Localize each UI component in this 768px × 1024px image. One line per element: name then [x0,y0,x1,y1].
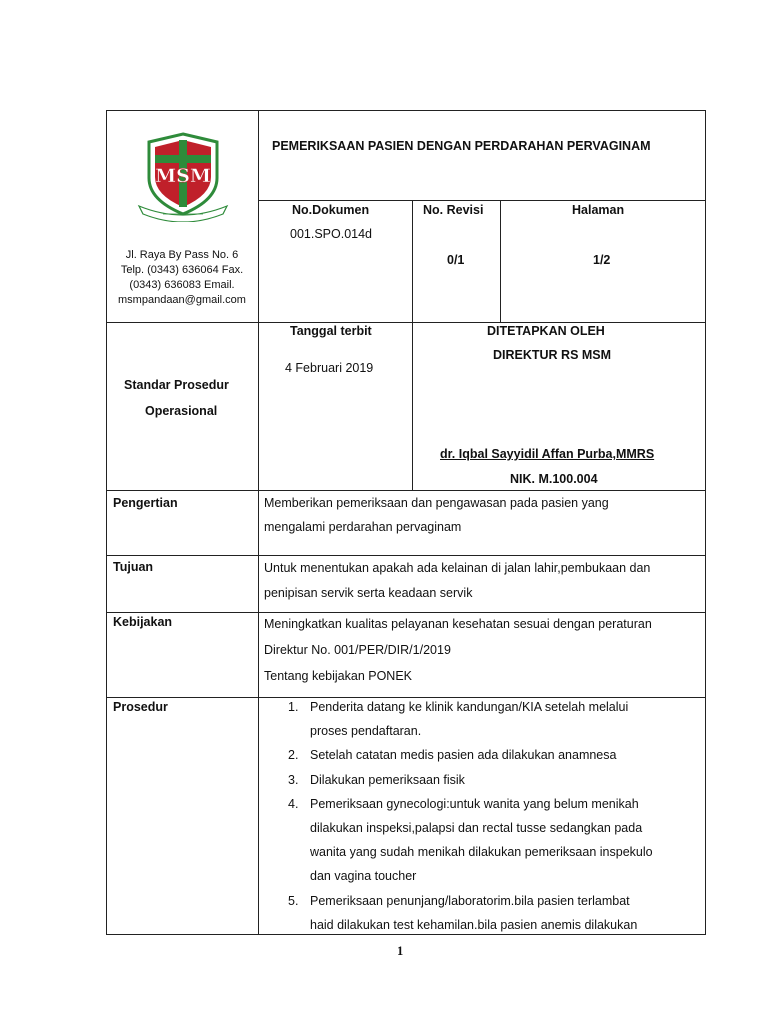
document-title: PEMERIKSAAN PASIEN DENGAN PERDARAHAN PERVAGINAM [272,139,651,153]
prosedur-step [276,792,706,889]
pengertian-line-1: Memberikan pemeriksaan dan pengawasan pada pasien yang [264,496,609,510]
msm-hospital-logo [133,130,233,222]
address-line-1: Jl. Raya By Pass No. 6 [125,249,239,261]
prosedur-label: Prosedur [113,700,168,714]
no-revisi-value: 0/1 [447,253,465,267]
halaman-value: 1/2 [593,253,611,267]
table-rule-title [258,200,706,201]
pengertian-label: Pengertian [113,496,178,510]
step-number: 2. [288,748,299,763]
step-text-line: Pemeriksaan gynecologi:untuk wanita yang belum menikah [310,796,639,811]
ditetapkan-oleh: DITETAPKAN OLEH [487,324,605,338]
tujuan-line-1: Untuk menentukan apakah ada kelainan di jalan lahir,pembukaan dan [264,561,651,575]
address-email: msmpandaan@gmail.com [118,294,246,306]
svg-text:MSM: MSM [155,165,211,187]
table-border-top [106,110,706,111]
step-text-line: Pemeriksaan penunjang/laboratorim.bila pasien terlambat [310,893,630,908]
step-number: 4. [288,796,299,811]
kebijakan-line-1: Meningkatkan kualitas pelayanan kesehatan sesuai dengan peraturan [264,617,652,631]
step-text-line: proses pendaftaran. [310,724,422,739]
tujuan-label: Tujuan [113,560,154,574]
address-line-3: (0343) 636083 Email. [129,279,235,291]
step-text-line: haid dilakukan test kehamilan.bila pasien anemis dilakukan [310,917,638,932]
no-revisi-label: No. Revisi [423,203,484,217]
prosedur-step [276,743,706,767]
pengertian-line-2: mengalami perdarahan pervaginam [264,520,462,534]
kebijakan-line-3: Tentang kebijakan PONEK [264,669,413,683]
step-number: 3. [288,772,299,787]
tanggal-terbit-value: 4 Februari 2019 [285,361,374,375]
step-text-line: dan vagina toucher [310,869,417,884]
step-text-line: Penderita datang ke klinik kandungan/KIA setelah melalui [310,700,629,714]
direktur-rs: DIREKTUR RS MSM [493,348,612,362]
step-text-line: dilakukan inspeksi,palapsi dan rectal tusse sedangkan pada [310,821,643,836]
step-number: 5. [288,893,299,908]
prosedur-step [276,889,706,937]
page-number: 1 [397,944,404,958]
tujuan-line-2: penipisan servik serta keadaan servik [264,586,473,600]
step-text-line: wanita yang sudah menikah dilakukan pemeriksaan inspekulo [310,845,653,860]
prosedur-list [276,695,706,937]
prosedur-step [276,768,706,792]
step-number: 1. [288,700,299,714]
no-dokumen-label: No.Dokumen [292,203,370,217]
signer-name: dr. Iqbal Sayyidil Affan Purba,MMRS [440,447,655,461]
step-text-line: Dilakukan pemeriksaan fisik [310,772,465,787]
tanggal-terbit-label: Tanggal terbit [290,324,372,338]
table-divider-revisi [412,200,413,490]
halaman-label: Halaman [572,203,625,217]
prosedur-step [276,695,706,743]
spo-label-line-2: Operasional [145,404,218,418]
table-divider-halaman [500,200,501,322]
table-divider-main [258,110,259,935]
step-text-line: Setelah catatan medis pasien ada dilakukan anamnesa [310,748,617,763]
kebijakan-line-2: Direktur No. 001/PER/DIR/1/2019 [264,643,451,657]
table-rule-header [106,322,706,323]
signer-nik: NIK. M.100.004 [510,472,598,486]
spo-label-line-1: Standar Prosedur [124,378,229,392]
kebijakan-label: Kebijakan [113,615,173,629]
table-border-left [106,110,107,935]
no-dokumen-value: 001.SPO.014d [290,227,373,241]
address-line-2: Telp. (0343) 636064 Fax. [120,264,244,276]
